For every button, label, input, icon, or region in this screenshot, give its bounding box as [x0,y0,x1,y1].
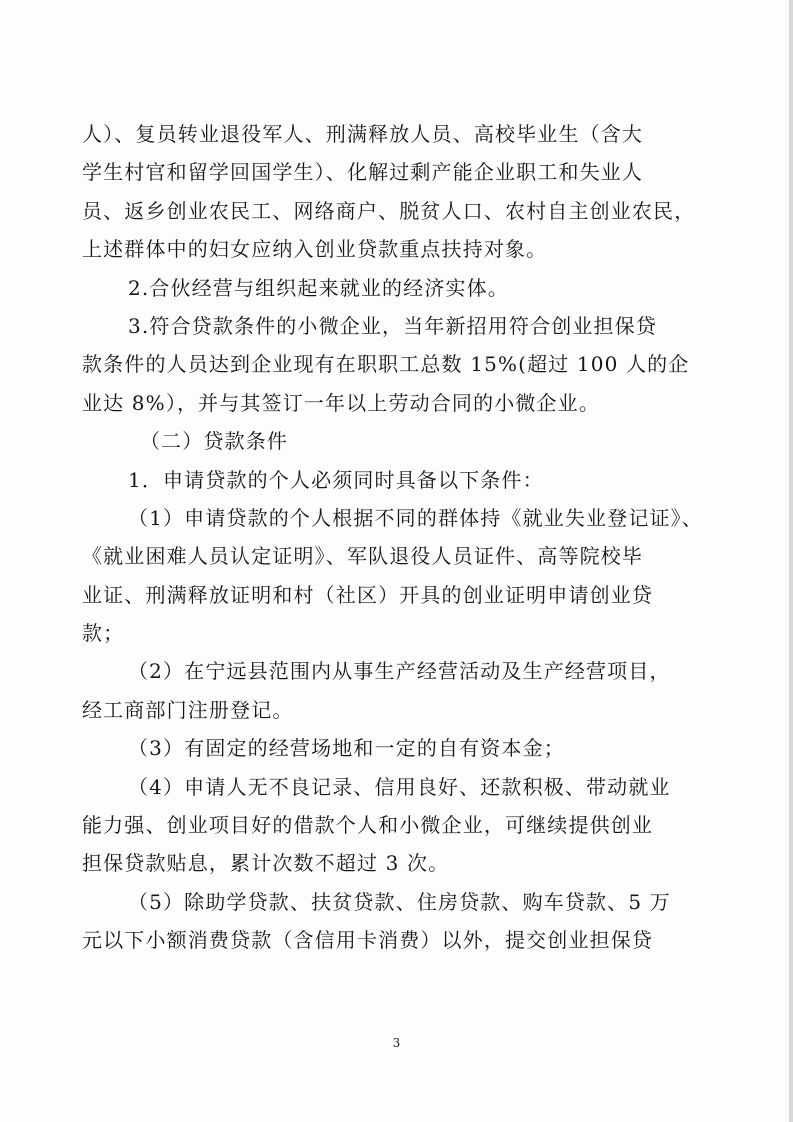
text-line: 学生村官和留学回国学生）、化解过剩产能企业职工和失业人 [82,160,644,185]
text-line: 业达 8%），并与其签订一年以上劳动合同的小微企业。 [82,390,600,415]
text-line: 款条件的人员达到企业现有在职职工总数 15%(超过 100 人的企 [82,352,690,377]
text-line: 元以下小额消费贷款（含信用卡消费）以外，提交创业担保贷 [82,928,654,953]
scan-edge [789,0,793,1122]
text-line: 业证、刑满释放证明和村（社区）开具的创业证明申请创业贷 [82,582,654,607]
section-heading: （二）贷款条件 [140,429,289,454]
text-line: 人）、复员转业退役军人、刑满释放人员、高校毕业生（含大 [82,122,644,146]
page-number: 3 [392,1036,401,1050]
text-line: 上述群体中的妇女应纳入创业贷款重点扶持对象。 [82,237,548,262]
text-line: 3.符合贷款条件的小微企业，当年新招用符合创业担保贷 [128,313,657,338]
text-line: （5）除助学贷款、扶贫贷款、住房贷款、购车贷款、5 万 [128,889,671,914]
text-line: （4）申请人无不良记录、信用良好、还款积极、带动就业 [128,774,671,799]
text-line: 员、返乡创业农民工、网络商户、脱贫人口、农村自主创业农民， [82,198,696,223]
text-line: （3）有固定的经营场地和一定的自有资本金； [128,736,565,761]
text-line: （1）申请贷款的个人根据不同的群体持《就业失业登记证》、 [128,505,703,530]
text-line: 1．申请贷款的个人必须同时具备以下条件： [128,467,544,492]
text-line: 经工商部门注册登记。 [82,697,294,722]
text-line: 《就业困难人员认定证明》、军队退役人员证件、高等院校毕 [82,544,644,569]
text-line: （2）在宁远县范围内从事生产经营活动及生产经营项目， [128,659,671,684]
text-line: 2.合伙经营与组织起来就业的经济实体。 [128,275,509,300]
text-line: 能力强、创业项目好的借款个人和小微企业，可继续提供创业 [82,813,654,838]
text-line: 款； [82,621,125,646]
body-text [82,115,712,960]
text-line: 担保贷款贴息，累计次数不超过 3 次。 [82,851,450,876]
